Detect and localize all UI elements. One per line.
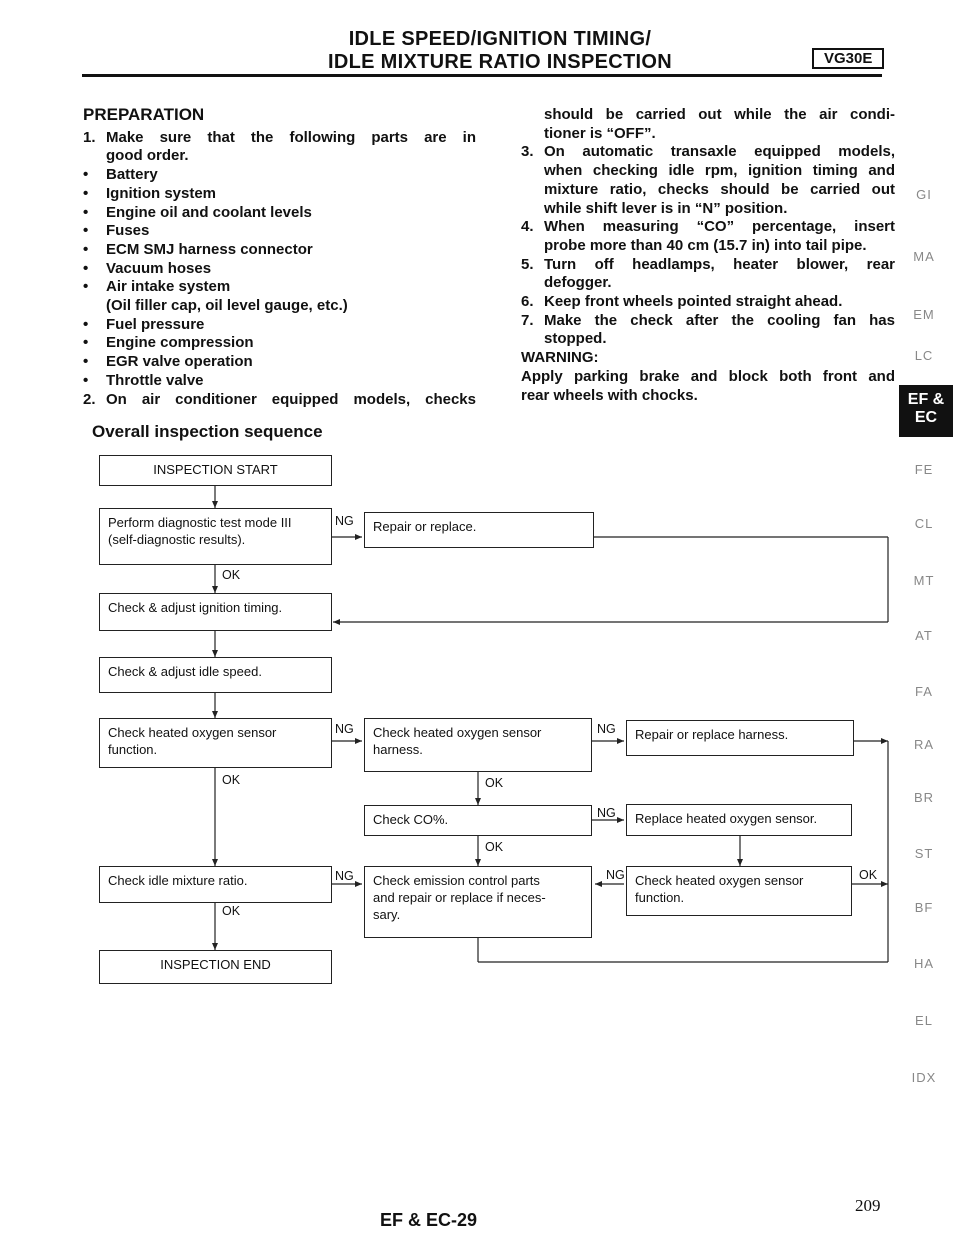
bullet-item: • Fuel pressure — [83, 316, 476, 335]
side-tab-lc[interactable]: LC — [914, 348, 934, 363]
side-tab-bf[interactable]: BF — [914, 900, 934, 915]
ok-label: OK — [222, 568, 241, 582]
warning-label: WARNING: — [521, 349, 599, 367]
side-tab-ha[interactable]: HA — [913, 956, 935, 971]
bullet-item: • EGR valve operation — [83, 353, 476, 372]
idle-mixture-box: Check idle mixture ratio. — [99, 866, 332, 903]
ok-label: OK — [485, 840, 504, 854]
side-tab-fa[interactable]: FA — [915, 684, 933, 699]
page-code: EF & EC-29 — [380, 1210, 478, 1230]
warning-line-2: rear wheels with chocks. — [521, 386, 698, 404]
harness-check-line2: harness. — [373, 742, 423, 757]
side-tab-mt[interactable]: MT — [913, 573, 935, 588]
bullet-item: • Fuses — [83, 222, 476, 241]
prep-item-1-line1: Make sure that the following parts are in — [106, 128, 476, 146]
warning-line-1: Apply parking brake and block both front and — [521, 367, 895, 385]
prep-item-3-line1: On automatic transaxle equipped models, — [544, 143, 895, 161]
ng-label: NG — [606, 868, 625, 882]
title-line-2: IDLE MIXTURE RATIO INSPECTION — [328, 51, 672, 73]
page-number: 209 — [855, 1196, 881, 1215]
side-tab-el[interactable]: EL — [915, 1013, 933, 1028]
bullet-item: • ECM SMJ harness connector — [83, 241, 476, 260]
side-tab-ma[interactable]: MA — [913, 249, 935, 264]
active-tab-line1: EF & — [907, 391, 945, 408]
side-tab-gi[interactable]: GI — [916, 187, 932, 202]
ng-label: NG — [597, 806, 616, 820]
prep-item-2-num: 2. — [83, 390, 96, 408]
repair-harness-box: Repair or replace harness. — [626, 720, 854, 756]
diagnostic-test-line2: (self-diagnostic results). — [108, 532, 246, 547]
prep-item-4-line2: probe more than 40 cm (15.7 in) into tail pipe. — [544, 236, 867, 254]
side-tab-ra[interactable]: RA — [913, 737, 935, 752]
ok-label: OK — [222, 773, 241, 787]
prep-item-1-num: 1. — [83, 128, 96, 146]
prep-item-5-line1: Turn off headlamps, heater blower, rear — [544, 255, 895, 273]
bullet-item: • Engine compression — [83, 334, 476, 353]
prep-item-7-line2: stopped. — [544, 330, 607, 348]
title-line-1: IDLE SPEED/IGNITION TIMING/ — [348, 28, 652, 50]
ok-label: OK — [485, 776, 504, 790]
repair-or-replace-box: Repair or replace. — [364, 512, 594, 548]
prep-item-2-line1: On air conditioner equipped models, checks — [106, 390, 476, 408]
co-check-box: Check CO%. — [364, 805, 592, 836]
sensor-function-2-line1: Check heated oxygen sensor — [635, 873, 804, 888]
prep-item-7-num: 7. — [521, 311, 534, 329]
side-tab-idx[interactable]: IDX — [911, 1070, 937, 1085]
engine-model-badge: VG30E — [812, 48, 884, 69]
replace-sensor-box: Replace heated oxygen sensor. — [626, 804, 852, 836]
emission-control-box — [364, 866, 592, 938]
preparation-heading: PREPARATION — [83, 105, 205, 124]
prep-item-1-line2: good order. — [106, 147, 189, 165]
prep-item-5-line2: defogger. — [544, 274, 612, 292]
sensor-function-line1: Check heated oxygen sensor — [108, 725, 277, 740]
diagnostic-test-line1: Perform diagnostic test mode III — [108, 515, 292, 530]
bullet-item-continuation: (Oil filler cap, oil level gauge, etc.) — [106, 297, 348, 315]
side-tab-st[interactable]: ST — [914, 846, 934, 861]
flow-heading: Overall inspection sequence — [92, 422, 323, 441]
idle-speed-box: Check & adjust idle speed. — [99, 657, 332, 693]
bullet-item: • Battery — [83, 166, 476, 185]
sensor-function-2-box — [626, 866, 852, 916]
ng-label: NG — [335, 722, 354, 736]
ok-label: OK — [222, 904, 241, 918]
sensor-function-box — [99, 718, 332, 768]
prep-item-2-line3: tioner is “OFF”. — [544, 124, 656, 142]
bullet-item: • Vacuum hoses — [83, 260, 476, 279]
harness-check-line1: Check heated oxygen sensor — [373, 725, 542, 740]
ng-label: NG — [335, 514, 354, 528]
prep-item-3-line3: mixture ratio, checks should be carried out — [544, 180, 895, 198]
ng-label: NG — [597, 722, 616, 736]
side-tab-active-ef-ec[interactable] — [899, 385, 953, 437]
bullet-item: • Engine oil and coolant levels — [83, 204, 476, 223]
inspection-start-box: INSPECTION START — [99, 455, 332, 486]
prep-item-6-num: 6. — [521, 293, 534, 311]
side-tab-em[interactable]: EM — [913, 307, 935, 322]
bullet-item: • Ignition system — [83, 185, 476, 204]
inspection-end-box: INSPECTION END — [99, 950, 332, 984]
sensor-function-line2: function. — [108, 742, 158, 757]
side-tab-fe[interactable]: FE — [914, 462, 934, 477]
side-tab-at[interactable]: AT — [915, 628, 933, 643]
sensor-function-2-line2: function. — [635, 890, 685, 905]
harness-check-box — [364, 718, 592, 772]
side-tab-cl[interactable]: CL — [914, 516, 934, 531]
prep-item-3-line2: when checking idle rpm, ignition timing and — [544, 162, 895, 180]
emission-control-line2: and repair or replace if neces- — [373, 890, 546, 905]
prep-item-6-line1: Keep front wheels pointed straight ahead. — [544, 293, 843, 311]
emission-control-line3: sary. — [373, 907, 401, 922]
side-tab-br[interactable]: BR — [913, 790, 935, 805]
bullet-item: • Air intake system — [83, 278, 476, 297]
ok-label: OK — [859, 868, 878, 882]
ng-label: NG — [335, 869, 354, 883]
prep-item-2-line2: should be carried out while the air condi- — [544, 106, 895, 123]
prep-item-5-num: 5. — [521, 255, 534, 273]
prep-item-4-line1: When measuring “CO” percentage, insert — [544, 218, 895, 236]
active-tab-line2: EC — [914, 409, 938, 426]
ignition-timing-box: Check & adjust ignition timing. — [99, 593, 332, 631]
prep-item-3-line4: while shift lever is in “N” position. — [544, 199, 788, 217]
emission-control-line1: Check emission control parts — [373, 873, 540, 888]
prep-item-7-line1: Make the check after the cooling fan has — [544, 311, 895, 329]
diagnostic-test-box — [99, 508, 332, 565]
prep-item-3-num: 3. — [521, 143, 534, 161]
bullet-item: • Throttle valve — [83, 372, 476, 391]
prep-item-4-num: 4. — [521, 218, 534, 236]
